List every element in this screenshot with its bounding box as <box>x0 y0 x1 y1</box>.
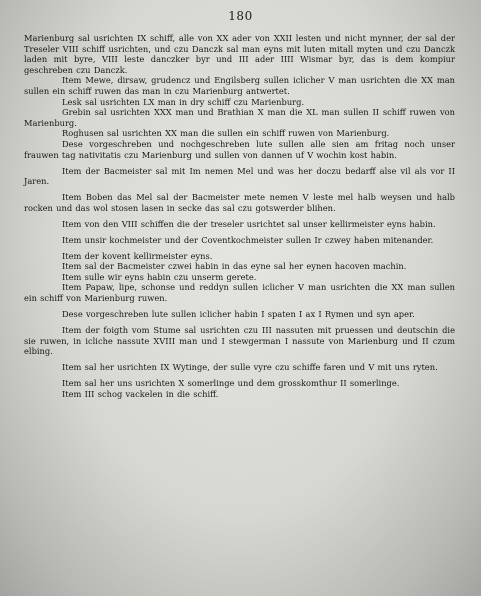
paragraph-18: Item sal her uns usrichten X somerlinge und dem grosskomthur II somerlinge. <box>62 378 400 389</box>
paragraph-15: Dese vorgeschreben lute sullen iclicher habin I spaten I ax I Rymen und syn aper. <box>62 309 415 319</box>
paragraph-3: Lesk sal usrichten LX man in dry schiff czu Marienburg. <box>62 96 305 107</box>
page-number: 180 <box>228 9 253 23</box>
paragraph-17: Item sal her usrichten IX Wytinge, der sulle vyre czu schiffe faren und V mit uns ryten. <box>62 362 438 373</box>
paragraph-4: Grebin sal usrichten XXX man und Brathian X man die XL man sullen II schiff ruwen von Marienburg. <box>24 107 455 128</box>
paragraph-13: Item sulle wir eyns habin czu unserm gerete. <box>62 271 257 282</box>
paragraph-8: Item Boben das Mel sal der Bacmeister mete nemen V leste mel halb weysen und halb rocken und das wol stosen lasen in secke das sal czu gotswerder blihen. <box>24 192 455 213</box>
paragraph-9: Item von den VIII schiffen die der treseler usrichtet sal unser kellirmeister eyns habin. <box>62 218 436 229</box>
paragraph-5: Roghusen sal usrichten XX man die sullen ein schiff ruwen von Marienburg. <box>62 128 390 139</box>
paragraph-10: Item unsir kochmeister und der Coventkochmeister sullen Ir czwey haben mitenander. <box>62 234 434 245</box>
paragraph-19: Item III schog vackelen in die schiff. <box>62 388 219 399</box>
document-text <box>24 33 455 399</box>
paragraph-7: Item der Bacmeister sal mit Im nemen Mel und was her doczu bedarff alse vil als vor II Jaren. <box>24 165 455 187</box>
paragraph-2: Item Mewe, dirsaw, grudencz und Engilsberg sullen iclicher V man usrichten die XX man sullen ein schiff ruwen das man in czu Marienburg antwertet. <box>24 75 455 96</box>
paragraph-11: Item der kovent kellirmeister eyns. <box>62 250 213 261</box>
paragraph-14: Item Papaw, lipe, schonse und reddyn sullen iclicher V man usrichten die XX man sullen ein schiff von Marienburg ruwen. <box>24 282 455 304</box>
paragraph-1: Marienburg sal usrichten IX schiff, alle von XX ader von XXII lesten und nicht mynner, der sal der Treseler VIII schiff usrichten, und czu Danczk sal man eyns mit luten mitall myten und czu Danczk laden mit byre, VIII leste danczker byr und III ader IIII Wismar byr, das is dem kompiur geschreben czu Danczk. <box>24 33 455 75</box>
paragraph-16: Item der foigth vom Stume sal usrichten czu III nassuten mit pruessen und deutschin die sie ruwen, in icliche nassute XVIII man und I stewgerman I nassute von Marienburg und II czum elbing. <box>24 324 455 357</box>
paragraph-6: Dese vorgeschreben und nochgeschreben lute sullen alle sien am fritag noch unser frauwen tag nativitatis czu Marienburg und sullen von dannen uf V wochin kost habin. <box>24 138 455 160</box>
paragraph-12: Item sal der Bacmeister czwei habin in das eyne sal her eynen hacoven machin. <box>62 261 407 272</box>
